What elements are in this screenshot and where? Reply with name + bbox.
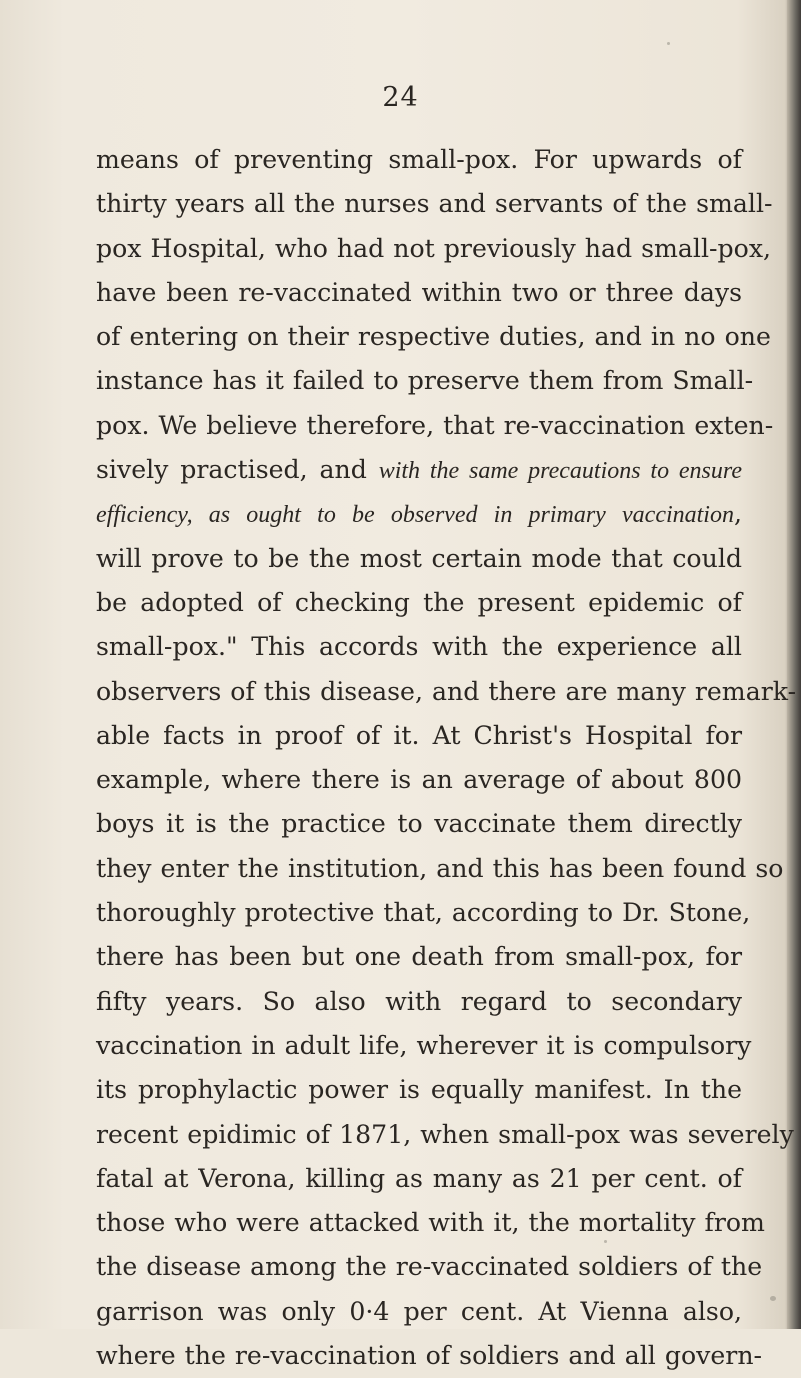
line-text: have been re-vaccinated within two or three days: [96, 277, 742, 307]
text-line: [96, 1290, 742, 1334]
italic-text: with the same precautions to ensure: [378, 458, 742, 485]
text-line: [96, 1201, 765, 1245]
line-text: of entering on their respective duties, and in no one: [96, 322, 771, 352]
line-text: instance has it failed to preserve them from Small-: [96, 366, 754, 396]
text-line: [96, 182, 773, 226]
line-text: they enter the institution, and this has been found so: [96, 853, 784, 883]
paper-speck: [604, 1240, 607, 1243]
line-text: observers of this disease, and there are many remark-: [96, 676, 797, 706]
text-line: [96, 271, 742, 315]
text-line: [96, 847, 784, 891]
text-line: [96, 359, 754, 403]
text-line: [96, 1113, 794, 1157]
line-text: where the re-vaccination of soldiers and all govern-: [96, 1341, 763, 1371]
line-text: ,: [733, 499, 742, 529]
line-text: vaccination in adult life, wherever it is compulsory: [96, 1030, 752, 1060]
text-line: [96, 227, 772, 271]
line-text: garrison was only 0·4 per cent. At Vienna also,: [96, 1296, 742, 1326]
text-line: [96, 1334, 763, 1378]
line-text: be adopted of checking the present epidemic of: [96, 587, 742, 617]
line-text: able facts in proof of it. At Christ's Hospital for: [96, 720, 742, 750]
text-line: [96, 537, 742, 581]
text-line: [96, 1245, 763, 1289]
text-line: [96, 1157, 742, 1201]
line-text: will prove to be the most certain mode that could: [96, 543, 742, 573]
text-line: [96, 891, 751, 935]
text-line: [96, 1024, 752, 1068]
line-text: thirty years all the nurses and servants of the small-: [96, 189, 773, 219]
text-line: [96, 670, 797, 714]
line-text: fatal at Verona, killing as many as 21 per cent. of: [96, 1163, 742, 1193]
text-line: [96, 980, 742, 1024]
line-text: recent epidimic of 1871, when small-pox was severely: [96, 1119, 794, 1149]
text-line: [96, 404, 774, 448]
line-text: there has been but one death from small-pox, for: [96, 942, 742, 972]
line-text: sively practised, and: [96, 455, 379, 485]
body-text: [96, 138, 797, 1378]
line-text: example, where there is an average of about 800: [96, 765, 742, 795]
line-text: those who were attacked with it, the mortality from: [96, 1208, 765, 1238]
paper-speck: [770, 1296, 776, 1301]
italic-text: efficiency, as ought to be observed in primary vaccination: [96, 502, 734, 529]
text-line: [96, 758, 742, 802]
text-line: [96, 138, 742, 182]
line-text: its prophylactic power is equally manifest. In the: [96, 1075, 742, 1105]
line-text: pox Hospital, who had not previously had small-pox,: [96, 233, 772, 263]
text-line: [96, 492, 742, 536]
line-text: pox. We believe therefore, that re-vaccination exten-: [96, 410, 774, 440]
paper-speck: [667, 42, 670, 45]
line-text: fifty years. So also with regard to secondary: [96, 986, 742, 1016]
text-line: [96, 1068, 742, 1112]
text-line: [96, 581, 742, 625]
text-line: [96, 448, 742, 492]
page-number: 24: [382, 82, 419, 113]
text-line: [96, 714, 742, 758]
text-line: [96, 315, 771, 359]
line-text: the disease among the re-vaccinated soldiers of the: [96, 1252, 763, 1282]
line-text: means of preventing small-pox. For upwards of: [96, 145, 742, 174]
text-line: [96, 935, 742, 979]
text-line: [96, 625, 742, 669]
text-line: [96, 802, 742, 846]
line-text: boys it is the practice to vaccinate them directly: [96, 809, 742, 839]
line-text: thoroughly protective that, according to Dr. Stone,: [96, 898, 751, 928]
line-text: small-pox." This accords with the experience all: [96, 632, 742, 662]
